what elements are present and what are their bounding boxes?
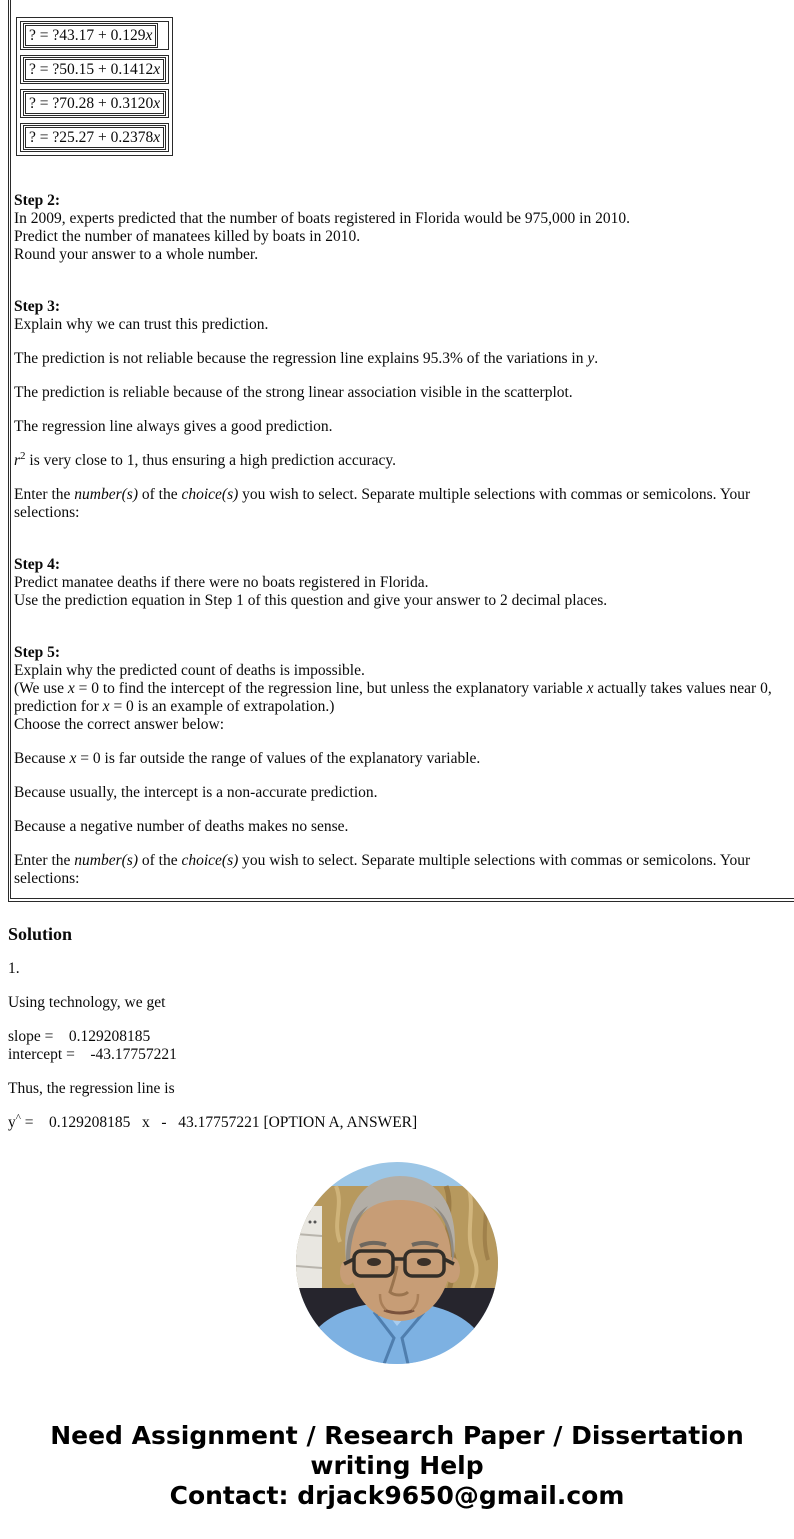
equation-variable: x <box>145 27 153 44</box>
equation-option-2 <box>20 55 169 84</box>
tutor-photo <box>296 1162 498 1364</box>
equation-variable: x <box>153 129 161 146</box>
step-2-heading: Step 2: <box>14 192 61 209</box>
equation-variable: x <box>153 95 161 112</box>
solution-thus: Thus, the regression line is <box>8 1080 175 1097</box>
solution-values <box>8 1028 794 1064</box>
step-4-heading: Step 4: <box>14 556 61 573</box>
step-3 <box>14 298 790 522</box>
step-3-option-1: The prediction is not reliable because the regression line explains 95.3% of the variations in y. <box>14 350 599 367</box>
step-2-line: In 2009, experts predicted that the number of boats registered in Florida would be 975,000 in 2010. <box>14 210 630 227</box>
step-5-line: Explain why the predicted count of deaths is impossible. <box>14 662 365 679</box>
regression-result-line: y^ = 0.129208185 x - 43.17757221 [OPTION A, ANSWER] <box>8 1111 418 1131</box>
equation-text: ? = ?70.28 + 0.3120 <box>29 95 154 112</box>
footer-line-1: Need Assignment / Research Paper / Dissertation <box>50 1421 744 1450</box>
step-3-intro: Explain why we can trust this prediction. <box>14 316 269 333</box>
step-3-enter-prompt: Enter the number(s) of the choice(s) you wish to select. Separate multiple selections with commas or semicolons. Your selections: <box>14 486 751 521</box>
footer-advert <box>0 1421 794 1539</box>
step-3-option-4: $r^2$ is very close to 1, thus ensuring a high prediction accuracy. <box>14 449 397 469</box>
step-5-enter-prompt: Enter the number(s) of the choice(s) you wish to select. Separate multiple selections with commas or semicolons. Your selections: <box>14 852 751 887</box>
equation-text: ? = ?43.17 + 0.129 <box>29 27 146 44</box>
step-2-line: Predict the number of manatees killed by boats in 2010. <box>14 228 361 245</box>
slope-line: slope = 0.129208185 <box>8 1028 151 1045</box>
equation-option-1 <box>20 21 169 50</box>
equation-text: ? = ?25.27 + 0.2378 <box>29 129 154 146</box>
footer-line-2: writing Help <box>310 1451 484 1480</box>
step-5-option-1: Because x = 0 is far outside the range of values of the explanatory variable. <box>14 750 481 767</box>
step-4-line: Predict manatee deaths if there were no boats registered in Florida. <box>14 574 429 591</box>
step-5-line: Choose the correct answer below: <box>14 716 225 733</box>
step-3-option-3: The regression line always gives a good prediction. <box>14 418 333 435</box>
step-4 <box>14 556 790 610</box>
step-3-option-2: The prediction is reliable because of the strong linear association visible in the scatterplot. <box>14 384 573 401</box>
equation-variable: x <box>153 61 161 78</box>
solution-section <box>8 924 794 1132</box>
equation-text: ? = ?50.15 + 0.1412 <box>29 61 154 78</box>
step-5-parenthetical: (We use x = 0 to find the intercept of the regression line, but unless the explanatory variable x actually takes values near 0, prediction for x = 0 is an example of extrapolation.) <box>14 680 772 715</box>
step-5-option-2: Because usually, the intercept is a non-accurate prediction. <box>14 784 378 801</box>
solution-heading: Solution <box>8 924 73 944</box>
solution-intro: Using technology, we get <box>8 994 166 1011</box>
step-5 <box>14 644 790 888</box>
footer-contact-email: Contact: drjack9650@gmail.com <box>169 1481 625 1510</box>
avatar-container <box>0 1162 794 1369</box>
intercept-line: intercept = -43.17757221 <box>8 1046 177 1063</box>
step-5-option-3: Because a negative number of deaths makes no sense. <box>14 818 349 835</box>
question-panel <box>8 0 794 902</box>
step-2-line: Round your answer to a whole number. <box>14 246 259 263</box>
step-3-heading: Step 3: <box>14 298 61 315</box>
step-5-heading: Step 5: <box>14 644 61 661</box>
step-4-line: Use the prediction equation in Step 1 of this question and give your answer to 2 decimal places. <box>14 592 608 609</box>
equation-option-3 <box>20 89 169 118</box>
solution-item-number: 1. <box>8 960 20 977</box>
equation-option-list <box>16 17 173 156</box>
step-2 <box>14 192 790 264</box>
equation-option-4 <box>20 123 169 152</box>
